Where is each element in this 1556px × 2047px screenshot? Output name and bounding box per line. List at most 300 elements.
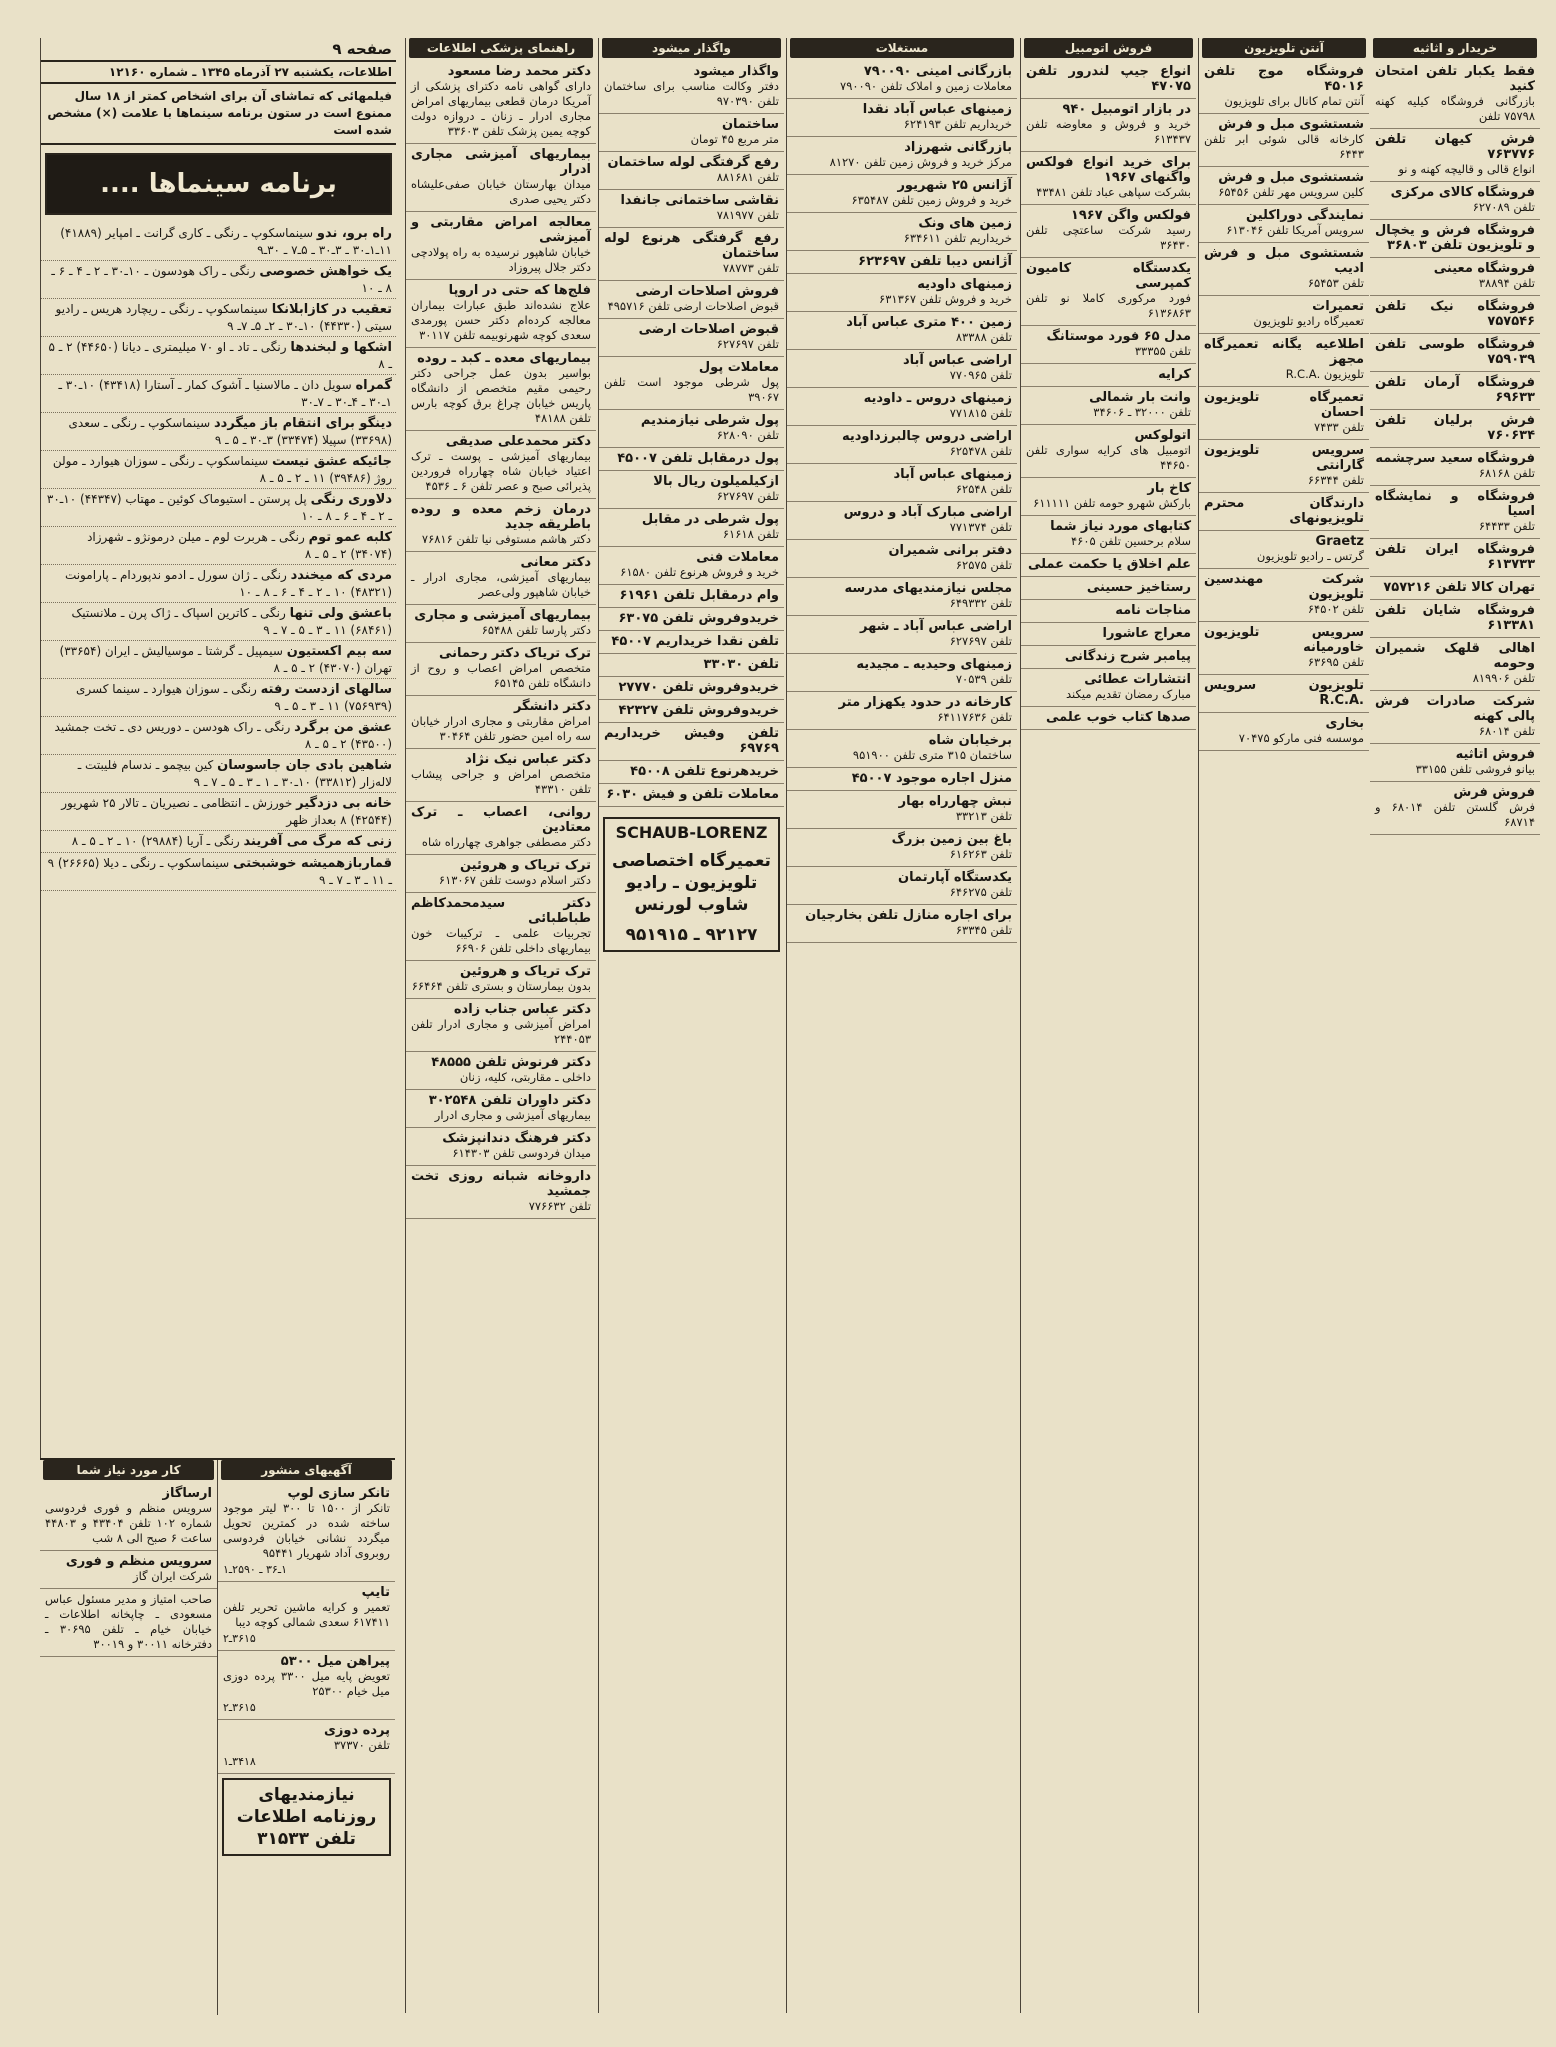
classified-ad bbox=[1021, 707, 1196, 730]
classified-ad bbox=[1199, 622, 1369, 675]
box-title: نیازمندیهای روزنامه اطلاعات bbox=[236, 1785, 377, 1827]
ad-title: یکدستگاه کامیون کمپرسی bbox=[1026, 261, 1191, 291]
classified-ad bbox=[1021, 600, 1196, 623]
classified-ad bbox=[218, 1720, 395, 1774]
cinema-listing bbox=[41, 755, 396, 793]
ad-text: تلفن ۶۲۷۰۸۹ bbox=[1472, 200, 1535, 214]
ad-text: قبوض اصلاحات ارضی تلفن ۴۹۵۷۱۶ bbox=[607, 299, 779, 313]
ad-text: تلفن ۷۷۱۳۷۴ bbox=[949, 520, 1012, 534]
classified-ad bbox=[599, 410, 784, 448]
ad-text: متر مربع ۴۵ تومان bbox=[690, 132, 779, 146]
ad-text: میدان فردوسی تلفن ۶۱۴۳۰۳ bbox=[452, 1146, 591, 1160]
classified-ad bbox=[1021, 425, 1196, 478]
classified-ad bbox=[406, 431, 596, 499]
ad-text: تلفن ۳۸۸۹۴ bbox=[1478, 276, 1535, 290]
ad-title: ارساگاز bbox=[162, 1486, 212, 1501]
classified-ad bbox=[787, 426, 1017, 464]
ad-text: انواع قالی و قالیچه کهنه و نو bbox=[1398, 162, 1535, 176]
classified-ad bbox=[599, 319, 784, 357]
ad-text: سرویس آمریکا تلفن ۶۱۳۰۴۶ bbox=[1226, 223, 1364, 237]
ad-title: فروشگاه و نمایشگاه اسیا bbox=[1375, 489, 1535, 519]
ad-text: بیماریهای آمیزشی ـ پوست ـ ترک اعتیاد خیابان شاه چهارراه فروردین پذیرائی صبح و عصر تلفن ۶ ـ ۴۵۳۶ bbox=[411, 449, 591, 493]
ad-title: تلفن ۳۳۰۳۰ bbox=[703, 657, 779, 672]
bottom-ads-right bbox=[40, 1460, 217, 2015]
classified-ad bbox=[218, 1483, 395, 1582]
classified-ad bbox=[218, 1582, 395, 1651]
classified-ad bbox=[787, 350, 1017, 388]
ad-title: پول شرطی در مقابل bbox=[641, 512, 779, 527]
film-title: دلاوری رنگی bbox=[310, 492, 392, 507]
ad-title: درمان زخم معده و روده باطریقه جدید bbox=[411, 502, 591, 532]
cinema-listing bbox=[41, 717, 396, 755]
film-detail: رنگی ـ تاد ـ او ۷۰ میلیمتری ـ دیانا (۴۴۶۵۰) ۲ ـ ۵ ـ ۸ bbox=[48, 340, 392, 371]
ad-title: معراج عاشورا bbox=[1102, 626, 1191, 641]
classified-ad bbox=[1021, 669, 1196, 707]
ad-title: بیماریهای معده ـ کبد ـ روده bbox=[417, 351, 591, 366]
ad-text: تلفن ۶۳۳۴۵ bbox=[955, 923, 1012, 937]
ad-text: بشرکت سپاهی عباد تلفن ۴۳۴۸۱ bbox=[1036, 185, 1191, 199]
classified-ad bbox=[787, 464, 1017, 502]
film-detail: رنگی ـ آریا (۲۹۸۸۴) ۱۰ ـ ۲ ـ ۵ ـ ۸ bbox=[71, 834, 240, 848]
classified-ad bbox=[1021, 516, 1196, 554]
ad-title: اطلاعیه یگانه تعمیرگاه مجهز bbox=[1204, 337, 1364, 367]
classified-ad bbox=[1370, 577, 1540, 600]
logo-phone: ۹۲۱۲۷ ـ ۹۵۱۹۱۵ bbox=[625, 925, 758, 945]
ad-text: تلفن ۷۸۷۷۳ bbox=[722, 261, 779, 275]
ad-text: علاج نشده‌اند طبق عبارات بیماران معالجه کرده‌ام دکتر حسن پورمدی سعدی کوچه شهرنوبیمه تلفن ۳۰۱۱۷ bbox=[411, 298, 591, 342]
ad-title: Graetz bbox=[1315, 534, 1364, 549]
ad-text: تلفن ۷۰۵۳۹ bbox=[955, 672, 1012, 686]
column-heading: مستغلات bbox=[790, 38, 1014, 58]
classified-ad bbox=[1199, 114, 1369, 167]
classified-ad bbox=[1021, 152, 1196, 205]
ad-title: باغ بین زمین بزرگ bbox=[891, 832, 1012, 847]
ad-title: معاملات تلفن و فیش ۶۰۳۰ bbox=[606, 787, 779, 802]
ad-text: تلفن ۶۸۰۱۴ bbox=[1478, 724, 1535, 738]
cinema-listing bbox=[41, 299, 396, 337]
ad-text: تلفن ۶۱۶۱۸ bbox=[722, 527, 779, 541]
classified-ad bbox=[1199, 675, 1369, 713]
film-title: راه برو، ندو bbox=[316, 226, 392, 241]
classified-ad bbox=[1370, 744, 1540, 782]
ad-title: فروشگاه سعید سرچشمه bbox=[1375, 451, 1535, 466]
classified-ad bbox=[1199, 205, 1369, 243]
ad-text: خرید و فروش هرنوع تلفن ۶۱۵۸۰ bbox=[620, 565, 779, 579]
page-header bbox=[41, 38, 396, 62]
ad-text: بیماریهای آمیزشی، مجاری ادرار ـ خیابان شاهپور ولی‌عصر bbox=[411, 570, 591, 599]
ad-code: ۳۶۱۵ـ۲ bbox=[223, 1632, 256, 1645]
logo-text: تعمیرگاه اختصاصی تلویزیون ـ رادیو شاوب لورنس bbox=[612, 851, 771, 915]
ad-title: کارخانه در حدود یکهزار متر bbox=[838, 695, 1012, 710]
column-transfer bbox=[598, 38, 784, 2013]
ad-title: کتابهای مورد نیاز شما bbox=[1050, 519, 1191, 534]
ad-text: تلفن ۶۳۶۹۵ bbox=[1307, 655, 1364, 669]
ad-title: یکدستگاه آپارتمان bbox=[898, 870, 1012, 885]
film-title: قماربازهمیشه خوشبختی bbox=[233, 856, 392, 871]
ad-text: تلفن ۷۷۶۶۳۲ bbox=[528, 1199, 591, 1213]
classified-ad bbox=[1021, 258, 1196, 326]
film-title: اشکها و لبخندها bbox=[290, 340, 392, 355]
classified-ad bbox=[406, 605, 596, 643]
ad-title: خریدوفروش تلفن ۴۲۳۲۷ bbox=[618, 703, 779, 718]
classified-ad bbox=[599, 509, 784, 547]
ad-text: دکتر پارسا تلفن ۶۵۴۸۸ bbox=[481, 623, 591, 637]
ad-text: تلفن ۸۸۱۶۸۱ bbox=[716, 170, 779, 184]
classified-ad bbox=[406, 1166, 596, 1219]
ad-text: تلفن ۶۲۷۶۹۷ bbox=[716, 489, 779, 503]
ad-title: داروخانه شبانه روزی تخت جمشید bbox=[411, 1169, 591, 1199]
ad-title: شرکت مهندسین تلویزیون bbox=[1204, 572, 1364, 602]
cinema-listing bbox=[41, 261, 396, 299]
ad-title: بازرگانی شهرزاد bbox=[904, 140, 1012, 155]
cinema-listing bbox=[41, 793, 396, 831]
ad-text: دارای گواهی نامه دکترای پزشکی از آمریکا درمان قطعی بیماریهای امراض مجاری ادرار ـ زنان ـ دروازه دولت کوچه یمین پزشک تلفن ۳۳۶۰۳ bbox=[411, 79, 591, 138]
ad-title: منزل اجاره موجود ۴۵۰۰۷ bbox=[851, 771, 1012, 786]
ad-text: تلفن ۳۳۳۵۵ bbox=[1134, 344, 1191, 358]
classified-ad bbox=[406, 802, 596, 855]
ad-title: دکتر محمد رضا مسعود bbox=[447, 64, 591, 79]
ad-text: گرتس ـ رادیو تلویزیون bbox=[1256, 549, 1364, 563]
ad-text: مرکز خرید و فروش زمین تلفن ۸۱۲۷۰ bbox=[829, 155, 1012, 169]
ad-title: کاخ بار bbox=[1147, 481, 1191, 496]
ad-text: موسسه فنی مارکو ۷۰۴۷۵ bbox=[1238, 731, 1364, 745]
classified-ad bbox=[787, 867, 1017, 905]
brand-name: SCHAUB-LORENZ bbox=[615, 823, 768, 842]
ad-title: تلویزیون سرویس .R.C.A bbox=[1204, 678, 1364, 708]
ad-title: تانکر سازی لوپ bbox=[287, 1486, 390, 1501]
ad-text: تلفن ۶۱۶۲۶۳ bbox=[949, 847, 1012, 861]
cinema-listing bbox=[41, 223, 396, 261]
ad-title: مجلس نیازمندیهای مدرسه bbox=[844, 581, 1012, 596]
classified-ad bbox=[1021, 387, 1196, 425]
ad-text: تانکر از ۱۵۰۰ تا ۳۰۰ لیتر موجود ساخته شده در کمترین تحویل میگردد نشانی خیابان فردوسی روبروی آداد شهریار ۹۵۴۴۱ bbox=[223, 1501, 390, 1560]
cinema-listing bbox=[41, 527, 396, 565]
column-cars bbox=[1020, 38, 1196, 2013]
cinema-listing bbox=[41, 413, 396, 451]
ad-title: انواع جیپ لندرور تلفن ۴۷۰۷۵ bbox=[1026, 64, 1191, 94]
ad-title: فروش اتاثیه bbox=[1455, 747, 1535, 762]
ad-text: دکتر اسلام دوست تلفن ۶۱۳۰۶۷ bbox=[438, 873, 591, 887]
ad-text: تلفن ۶۴۱۱۷۶۳۶ bbox=[937, 710, 1012, 724]
classified-ad bbox=[406, 893, 596, 961]
classified-ad bbox=[1021, 478, 1196, 516]
ad-text: تلفن ۷۴۳۳ bbox=[1314, 420, 1364, 434]
advert-logo-box bbox=[603, 817, 780, 952]
ad-title: اراضی عباس آباد bbox=[902, 353, 1012, 368]
classifieds-box bbox=[222, 1778, 391, 1856]
classified-ad bbox=[787, 502, 1017, 540]
ad-text: تلویزیون .R.C.A bbox=[1285, 367, 1364, 381]
film-title: جائیکه عشق نیست bbox=[272, 454, 392, 469]
ad-title: خریدوفروش تلفن ۶۳۰۷۵ bbox=[618, 611, 779, 626]
ad-text: تلفن ۳۲۰۰۰ ـ ۳۴۶۰۶ bbox=[1093, 405, 1191, 419]
classified-ad bbox=[787, 905, 1017, 943]
ad-title: دکتر فرهنگ دندانپزشک bbox=[442, 1131, 591, 1146]
classified-ad bbox=[1370, 372, 1540, 410]
ad-text: سلام برحسین تلفن ۴۶۰۵ bbox=[1070, 534, 1191, 548]
classified-ad bbox=[1021, 364, 1196, 387]
ad-title: خریدهرنوع تلفن ۴۵۰۰۸ bbox=[630, 764, 779, 779]
classified-ad bbox=[787, 829, 1017, 867]
ad-text: تلفن ۶۶۳۴۴ bbox=[1307, 473, 1364, 487]
classified-ad bbox=[599, 61, 784, 114]
ad-title: مناجات نامه bbox=[1115, 603, 1191, 618]
classified-ad bbox=[787, 578, 1017, 616]
classified-ad bbox=[599, 654, 784, 677]
film-detail: سینماسکوپ ـ رنگی ـ دیلا (۲۶۶۶۵) ۹ ـ ۱۱ ـ ۳ ـ ۷ ـ ۹ bbox=[47, 856, 392, 887]
ad-text: تلفن ۶۲۷۶۹۷ bbox=[949, 634, 1012, 648]
ad-title: اتولوکس bbox=[1134, 428, 1191, 443]
ad-text: تلفن ۶۸۱۶۸ bbox=[1478, 466, 1535, 480]
ad-text: تعمیرگاه رادیو تلویزیون bbox=[1253, 314, 1364, 328]
ad-title: پول درمقابل تلفن ۴۵۰۰۷ bbox=[617, 451, 779, 466]
ad-title: شستشوی مبل و فرش bbox=[1218, 170, 1364, 185]
film-detail: خورزش ـ انتظامی ـ نصیریان ـ تالار ۲۵ شهریور (۴۲۵۴۴) ۸ بعداز ظهر bbox=[61, 796, 392, 827]
ad-title: بیماریهای آمیزشی مجاری ادرار bbox=[411, 147, 591, 177]
ad-text: معاملات زمین و املاک تلفن ۷۹۰۰۹۰ bbox=[840, 79, 1012, 93]
ad-title: آژانس ۲۵ شهریور bbox=[897, 178, 1012, 193]
film-detail: رنگی ـ سوزان هیوارد ـ سینما کسری (۷۵۶۹۳۹) ۱۱ ـ ۳ ـ ۵ ـ ۹ bbox=[76, 682, 392, 713]
column-heading: خریدار و اثاثیه bbox=[1373, 38, 1537, 58]
classified-ad bbox=[599, 190, 784, 228]
ad-text: بدون بیمارستان و بستری تلفن ۶۶۴۶۴ bbox=[411, 979, 591, 993]
ad-text: تلفن ۶۲۵۷۵ bbox=[955, 558, 1012, 572]
classified-ad bbox=[787, 137, 1017, 175]
ad-title: فولکس واگن ۱۹۶۷ bbox=[1070, 208, 1191, 223]
classified-ad bbox=[1370, 334, 1540, 372]
ad-title: تعمیرات bbox=[1312, 299, 1364, 314]
column-heading: آنتن تلویزیون bbox=[1202, 38, 1366, 58]
film-title: زنی که مرگ می آفریند bbox=[243, 834, 392, 849]
ad-title: دکتر فرنوش تلفن ۴۸۵۵۵ bbox=[431, 1055, 591, 1070]
ad-title: ترک تریاک و هروئین bbox=[459, 964, 591, 979]
ad-title: پیراهن میل ۵۳۰۰ bbox=[280, 1654, 390, 1669]
classified-ad bbox=[787, 175, 1017, 213]
classified-ad bbox=[406, 552, 596, 605]
ad-title: علم اخلاق یا حکمت عملی bbox=[1027, 557, 1191, 572]
ad-title: تلفن وفیش خریداریم ۶۹۷۶۹ bbox=[604, 726, 779, 756]
ad-text: تلفن ۸۳۳۸۸ bbox=[955, 330, 1012, 344]
ad-title: تعمیرگاه تلویزیون احسان bbox=[1204, 390, 1364, 420]
ad-text: فرش گلستن تلفن ۶۸۰۱۴ و ۶۸۷۱۴ bbox=[1375, 800, 1535, 829]
classified-ad bbox=[599, 471, 784, 509]
ad-title: فرش برلیان تلفن ۷۶۰۶۳۴ bbox=[1375, 413, 1535, 443]
ad-text: تلفن ۶۴۵۰۲ bbox=[1307, 602, 1364, 616]
ad-text: خریداریم تلفن ۶۳۴۶۱۱ bbox=[903, 231, 1012, 245]
page-label: صفحه ۹ bbox=[332, 40, 392, 58]
film-title: مردی که میخندد bbox=[290, 568, 392, 583]
classified-ad bbox=[406, 1090, 596, 1128]
ad-text: خرید و فروش زمین تلفن ۶۳۵۴۸۷ bbox=[851, 193, 1012, 207]
ad-title: پول شرطی نیازمندیم bbox=[640, 413, 779, 428]
classified-ad bbox=[599, 608, 784, 631]
film-detail: رنگی ـ هربرت لوم ـ میلن درمونژو ـ شهرزاد (۳۴۰۷۴) ۲ ـ ۵ ـ ۸ bbox=[87, 530, 392, 561]
ad-title: دکتر عباس جناب زاده bbox=[453, 1002, 591, 1017]
classified-ad bbox=[599, 585, 784, 608]
classified-ad bbox=[599, 152, 784, 190]
column-heading: راهنمای پزشکی اطلاعات bbox=[409, 38, 593, 58]
film-title: باعشق ولی تنها bbox=[289, 606, 392, 621]
ad-title: آژانس دیبا تلفن ۶۲۳۶۹۷ bbox=[858, 254, 1012, 269]
ad-title: بازرگانی امینی ۷۹۰۰۹۰ bbox=[863, 64, 1012, 79]
classified-ad bbox=[406, 749, 596, 802]
classified-ad bbox=[406, 280, 596, 348]
ad-text: بارکش شهرو حومه تلفن ۶۱۱۱۱۱ bbox=[1033, 496, 1191, 510]
classified-ad bbox=[406, 61, 596, 144]
classified-ad bbox=[787, 730, 1017, 768]
classified-ad bbox=[218, 1651, 395, 1720]
ad-title: برای اجاره منازل تلفن بخارجیان bbox=[805, 908, 1012, 923]
ad-text: تلفن ۶۴۹۳۳۲ bbox=[949, 596, 1012, 610]
film-title: گمراه bbox=[355, 378, 392, 393]
classified-ad bbox=[787, 616, 1017, 654]
classified-ad bbox=[1199, 296, 1369, 334]
ad-title: وانت بار شمالی bbox=[1089, 390, 1191, 405]
classified-ad bbox=[1370, 410, 1540, 448]
cinema-listing bbox=[41, 565, 396, 603]
ad-title: فروشگاه فرش و یخچال و تلویزیون تلفن ۳۶۸۰۳ bbox=[1375, 223, 1535, 253]
ad-title: کرایه bbox=[1158, 367, 1191, 382]
film-title: عشق من برگرد bbox=[294, 720, 392, 735]
ad-text: مبارک رمضان تقدیم میکند bbox=[1066, 687, 1191, 701]
dateline: اطلاعات، یکشنبه ۲۷ آذرماه ۱۳۴۵ ـ شماره ۱۲۱۶۰ bbox=[41, 62, 396, 84]
ad-text: بیانو فروشی تلفن ۳۳۱۵۵ bbox=[1415, 762, 1535, 776]
classified-ad bbox=[599, 228, 784, 281]
ad-text: بواسیر بدون عمل جراحی دکتر رحیمی مقیم متخصص از دانشگاه پاریس خیابان چراغ برق کوچه بارس تلفن ۴۸۱۸۸ bbox=[411, 366, 591, 425]
classified-ad bbox=[1199, 334, 1369, 387]
cinema-listing bbox=[41, 853, 396, 891]
classified-ad bbox=[406, 212, 596, 280]
film-detail: سینماسکوپ ـ رنگی ـ سعدی (۳۳۶۹۸) سپیلا (۳۳۴۷۴) ۳ـ۳۰ ـ ۵ ـ ۹ bbox=[68, 416, 392, 447]
cinema-banner: برنامه سینماها .... bbox=[45, 153, 392, 215]
classified-ad bbox=[1370, 61, 1540, 129]
classified-ad bbox=[1370, 182, 1540, 220]
ad-title: دکتر عباس نیک نژاد bbox=[465, 752, 591, 767]
section-heading: کار مورد نیاز شما bbox=[43, 1460, 214, 1480]
ad-text: تلفن ۷۷۰۹۶۵ bbox=[949, 368, 1012, 382]
classified-ad bbox=[599, 357, 784, 410]
film-title: خانه بی دزدگیر bbox=[296, 796, 392, 811]
film-detail: رنگی ـ کاترین اسپاک ـ ژاک پرن ـ ملانستیک (۶۸۴۶۱) ۱۱ ـ ۳ ـ ۵ ـ ۷ ـ ۹ bbox=[71, 606, 392, 637]
ad-title: فلج‌ها که حتی در اروپا bbox=[448, 283, 591, 298]
film-detail: کین بیچمو ـ ندسام فلیبتت ـ لاله‌زار (۳۳۸۱۲) ۱۰ـ۳۰ ـ ۱ ـ ۳ ـ ۵ ـ ۷ ـ ۹ bbox=[77, 758, 392, 789]
ad-text: امراض مقاربتی و مجاری ادرار خیابان سه راه امین حضور تلفن ۳۰۴۶۴ bbox=[411, 714, 591, 743]
ad-text: داخلی ـ مقاربتی، کلیه، زنان bbox=[459, 1070, 591, 1084]
ad-text: متخصص امراض و جراحی پیشاب تلفن ۴۳۳۱۰ bbox=[411, 767, 591, 796]
ad-text: کارخانه قالی شوئی ابر تلفن ۶۴۴۳ bbox=[1204, 132, 1364, 161]
ad-title: معاملات پول bbox=[698, 360, 779, 375]
ad-title: سرویس تلویزیون خاورمیانه bbox=[1204, 625, 1364, 655]
ad-title: معالجه امراض مقاربتی و آمیزشی bbox=[411, 215, 591, 245]
ad-title: فروشگاه نیک تلفن ۷۵۷۵۴۶ bbox=[1375, 299, 1535, 329]
ad-title: واگذار میشود bbox=[693, 64, 779, 79]
classified-ad bbox=[40, 1483, 217, 1551]
ad-title: صدها کتاب خوب علمی bbox=[1046, 710, 1191, 725]
ad-title: فروشگاه طوسی تلفن ۷۵۹۰۳۹ bbox=[1375, 337, 1535, 367]
cinema-listing bbox=[41, 451, 396, 489]
classified-ad bbox=[1199, 387, 1369, 440]
ad-text: دکتر مصطفی جواهری چهارراه شاه bbox=[421, 835, 591, 849]
ad-title: رفع گرفتگی هرنوع لوله ساختمان bbox=[604, 231, 779, 261]
ad-title: وام درمقابل تلفن ۶۱۹۶۱ bbox=[619, 588, 779, 603]
ad-title: پیامبر شرح زندگانی bbox=[1064, 649, 1191, 664]
classified-ad bbox=[1021, 61, 1196, 99]
classified-ad bbox=[787, 312, 1017, 350]
classified-ad bbox=[787, 99, 1017, 137]
ad-text: پول شرطی موجود است تلفن ۳۹۰۶۷ bbox=[604, 375, 779, 404]
cinema-listing bbox=[41, 603, 396, 641]
classified-ad bbox=[787, 692, 1017, 730]
classified-ad bbox=[1370, 691, 1540, 744]
film-detail: رنگی ـ راک هودسون ـ ۱۰ـ۳۰ ـ ۲ ـ ۴ ـ ۶ ـ ۸ ـ ۱۰ bbox=[51, 264, 392, 295]
ad-text: تلفن ۶۴۴۳۳ bbox=[1478, 519, 1535, 533]
bottom-ads-region bbox=[40, 1458, 395, 2015]
ad-title: زمینهای دروس ـ داودیه bbox=[863, 391, 1012, 406]
classified-ad bbox=[599, 114, 784, 152]
film-title: سه بیم اکستیون bbox=[286, 644, 392, 659]
ad-title: تلفن نقدا خریداریم ۴۵۰۰۷ bbox=[611, 634, 779, 649]
ad-text: خریداریم تلفن ۶۲۴۱۹۳ bbox=[903, 117, 1012, 131]
column-real-estate bbox=[786, 38, 1017, 2013]
ad-text: خرید و فروش و معاوضه تلفن ۶۱۳۴۳۷ bbox=[1026, 117, 1191, 146]
column-heading: واگذار میشود bbox=[602, 38, 781, 58]
ad-title: ترک تریاک دکتر رحمانی bbox=[438, 646, 591, 661]
film-title: یک خواهش خصوصی bbox=[259, 264, 392, 279]
ad-text: تلفن ۳۳۲۱۳ bbox=[955, 809, 1012, 823]
ad-text: بازرگانی فروشگاه کیلیه کهنه ۷۵۷۹۸ تلفن bbox=[1375, 94, 1535, 123]
ad-title: فروشگاه کالای مرکزی bbox=[1390, 185, 1535, 200]
ad-title: ساختمان bbox=[721, 117, 779, 132]
ad-title: ترک تریاک و هروئین bbox=[459, 858, 591, 873]
classified-ad bbox=[1021, 326, 1196, 364]
film-detail: سویل دان ـ مالاسنیا ـ آشوک کمار ـ آستارا (۴۳۴۱۸) ۱۰ـ۳۰ ـ ۱ـ۳۰ ـ ۴ـ۳۰ ـ ۷ـ۳۰ bbox=[58, 378, 392, 409]
classified-ad bbox=[1370, 258, 1540, 296]
classified-ad bbox=[1021, 554, 1196, 577]
ad-code: ۳۴۱۸ـ۱ bbox=[223, 1755, 256, 1768]
classified-ad bbox=[599, 631, 784, 654]
ad-title: اراضی مبارک آباد و دروس bbox=[843, 505, 1012, 520]
classified-ad bbox=[599, 700, 784, 723]
classified-ad bbox=[1370, 486, 1540, 539]
classified-ad bbox=[599, 448, 784, 471]
classified-ad bbox=[599, 761, 784, 784]
film-detail: رنگی ـ ژان سورل ـ ادمو ندپوردام ـ پارامونت (۴۸۳۲۱) ۱۰ ـ ۲ ـ ۴ ـ ۶ ـ ۸ ـ ۱۰ bbox=[64, 568, 392, 599]
classified-ad bbox=[1199, 713, 1369, 751]
column-furnishings bbox=[1370, 38, 1540, 2013]
ad-title: فروشگاه شایان تلفن ۶۱۳۳۸۱ bbox=[1375, 603, 1535, 633]
ad-title: نبش چهارراه بهار bbox=[898, 794, 1012, 809]
ad-text: تعویض پایه میل ۳۳۰۰ پرده دوزی میل خیام ۲۵۳۰۰ bbox=[223, 1669, 391, 1698]
ad-title: نقاشی ساختمانی جانفدا bbox=[620, 193, 779, 208]
ad-title: شستشوی مبل و فرش bbox=[1218, 117, 1364, 132]
classified-ad bbox=[1370, 539, 1540, 577]
classified-ad bbox=[787, 791, 1017, 829]
ad-title: سرویس منظم و فوری bbox=[65, 1554, 212, 1569]
classified-ad bbox=[406, 855, 596, 893]
ad-text: اتومبیل های کرایه سواری تلفن ۴۴۶۵۰ bbox=[1026, 443, 1191, 472]
ad-title: معاملات فنی bbox=[696, 550, 779, 565]
ad-title: شرکت صادرات فرش پالی کهنه bbox=[1375, 694, 1535, 724]
classified-ad bbox=[1021, 646, 1196, 669]
cinema-listing bbox=[41, 375, 396, 413]
ad-title: دکتر محمدعلی صدیقی bbox=[445, 434, 591, 449]
ad-title: دکتر سیدمحمدکاظم طباطبائی bbox=[411, 896, 591, 926]
classified-ad bbox=[787, 768, 1017, 791]
ad-text: دفتر وکالت مناسب برای ساختمان تلفن ۹۷۰۳۹۰ bbox=[604, 79, 779, 108]
ad-title: زمین ۴۰۰ متری عباس آباد bbox=[846, 315, 1012, 330]
classified-ad bbox=[1199, 569, 1369, 622]
column-heading: فروش اتومبیل bbox=[1024, 38, 1193, 58]
